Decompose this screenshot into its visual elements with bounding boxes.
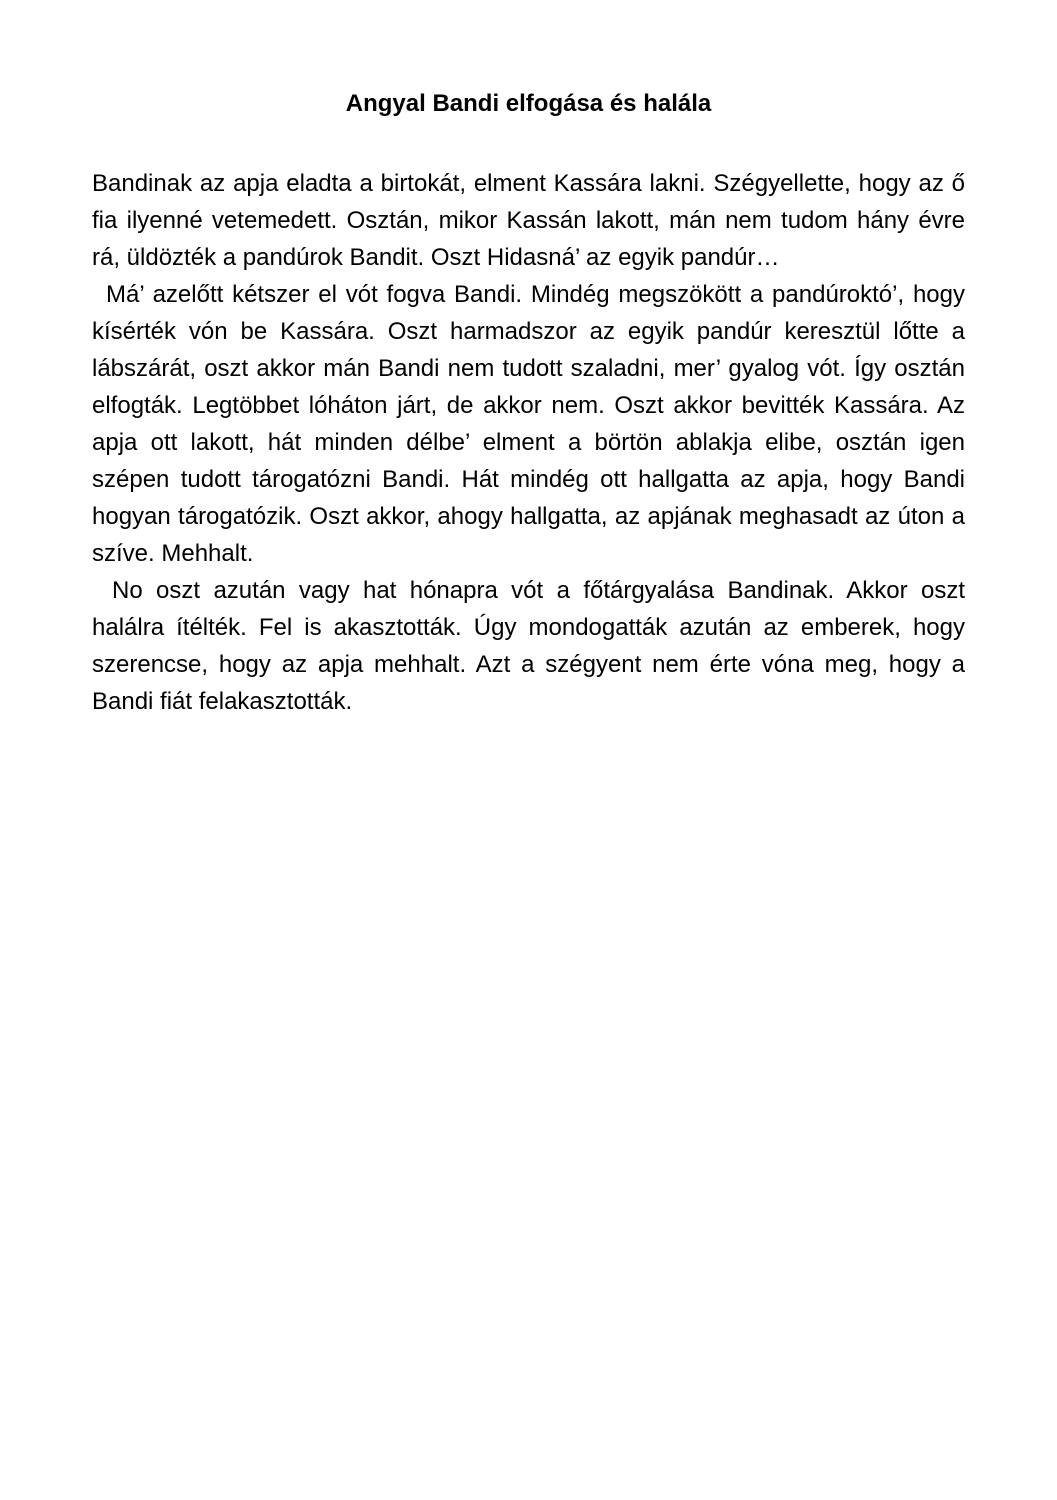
document-title: Angyal Bandi elfogása és halála bbox=[345, 90, 712, 117]
paragraph-3: No oszt azután vagy hat hónapra vót a főtárgyalása Bandinak. Akkor oszt halálra ítélték. Fel is akasztották. Úgy mondogatták azután az emberek, hogy szerencse, hogy az apja mehhalt. Azt a szégyent nem érte vóna meg, hogy a Bandi fiát felakasztották. bbox=[92, 577, 965, 715]
paragraph-1: Bandinak az apja eladta a birtokát, elment Kassára lakni. Szégyellette, hogy az ő fia ilyenné vetemedett. Osztán, mikor Kassán lakott, mán nem tudom hány évre rá, üldözték a pandúrok Bandit. Oszt Hidasná’ az egyik pandúr… bbox=[92, 170, 965, 271]
document-body bbox=[92, 165, 965, 720]
paragraph-2: Má’ azelőtt kétszer el vót fogva Bandi. Mindég megszökött a pandúroktó’, hogy kísérték vón be Kassára. Oszt harmadszor az egyik pandúr keresztül lőtte a lábszárát, oszt akkor mán Bandi nem tudott szaladni, mer’ gyalog vót. Így osztán elfogták. Legtöbbet lóháton járt, de akkor nem. Oszt akkor bevitték Kassára. Az apja ott lakott, hát minden délbe’ elment a börtön ablakja elibe, osztán igen szépen tudott tárogatózni Bandi. Hát mindég ott hallgatta az apja, hogy Bandi hogyan tárogatózik. Oszt akkor, ahogy hallgatta, az apjának meghasadt az úton a szíve. Mehhalt. bbox=[92, 281, 965, 567]
